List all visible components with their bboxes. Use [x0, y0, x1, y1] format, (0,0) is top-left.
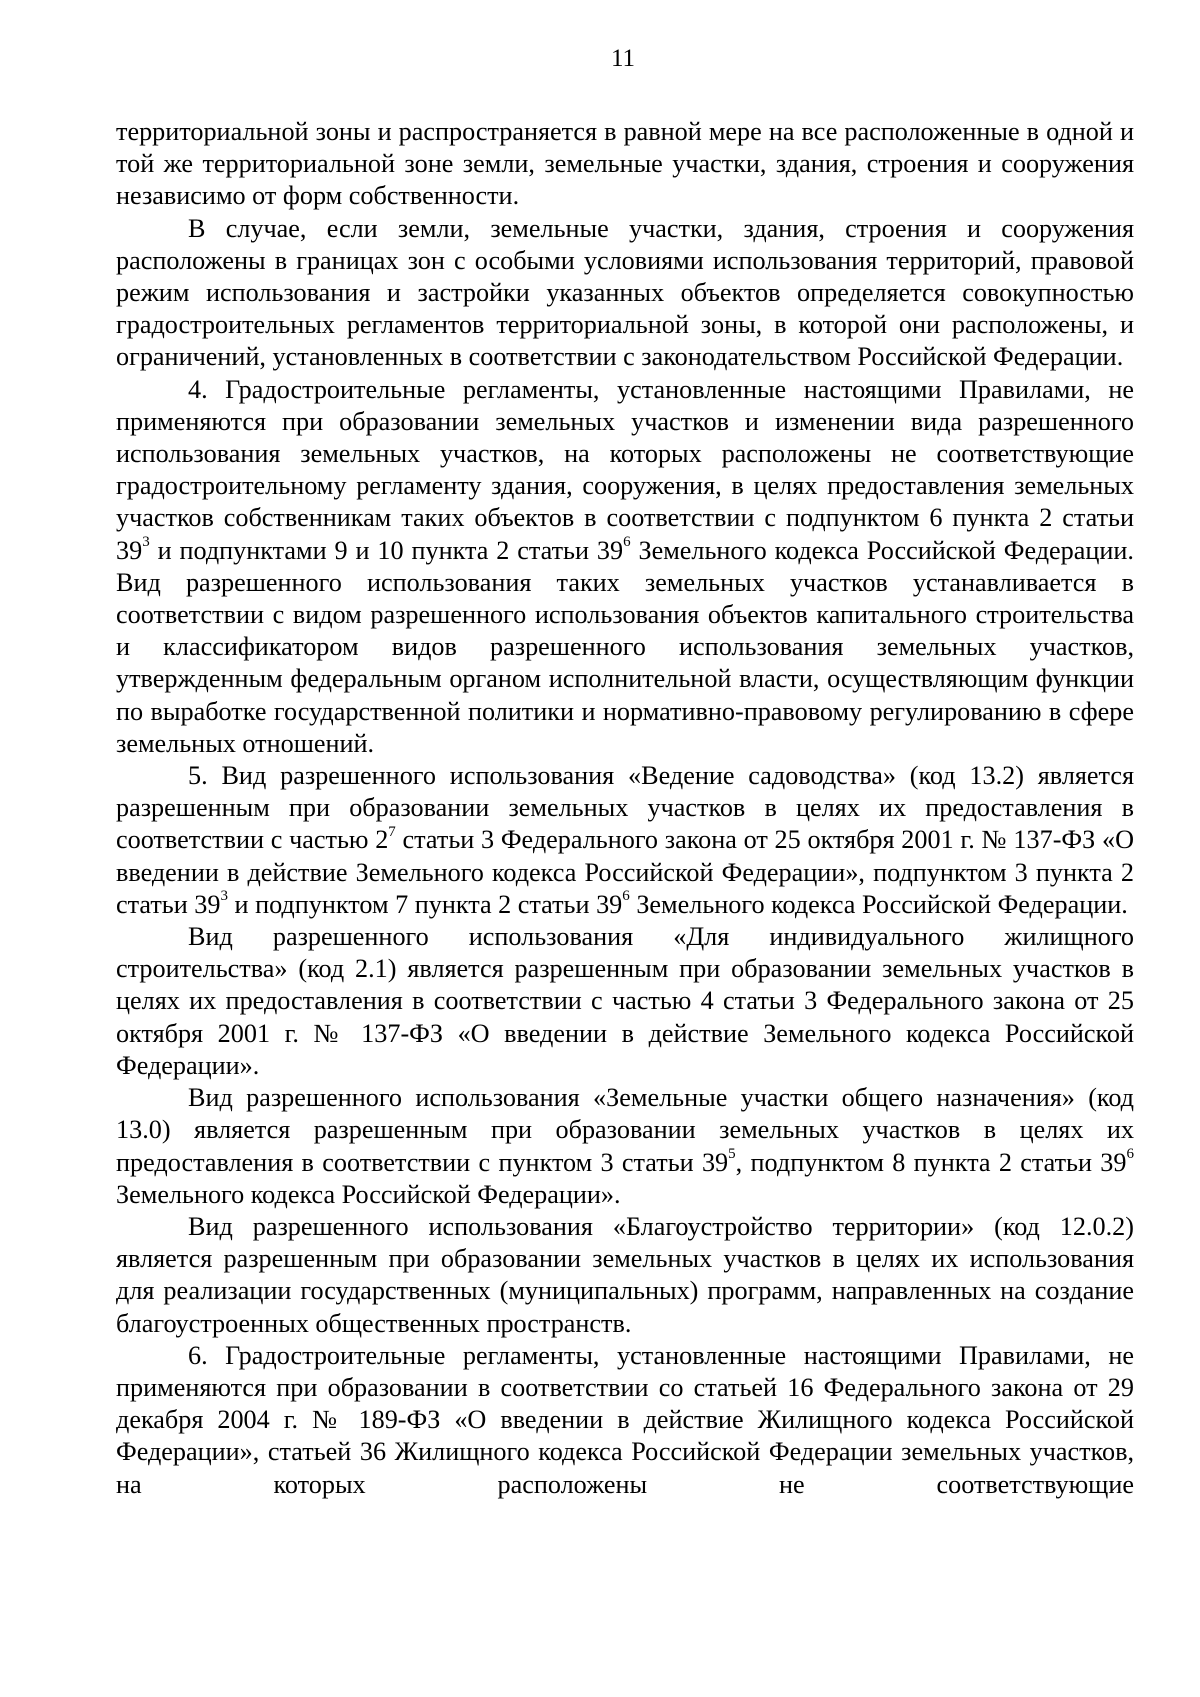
document-body	[116, 116, 1134, 1501]
text-run: и подпунктами 9 и 10 пункта 2 статьи 39	[149, 535, 624, 565]
paragraph-item-5	[116, 760, 1134, 921]
paragraph-izhs	[116, 921, 1134, 1082]
text-run: , подпунктом 8 пункта 2 статьи 39	[735, 1147, 1127, 1177]
superscript-index: 3	[142, 533, 150, 550]
text-run: 6. Градостроительные регламенты, установленные настоящими Правилами, не применяются при образовании в соответствии со статьей 16 Федерального закона от 29 декабря 2004 г. № 189-ФЗ «О введении в действие Жилищного кодекса Российской Федерации», статьей 36 Жилищного кодекса Российской Федерации земельных участков, на которых расположены не соответствующие	[116, 1340, 1134, 1499]
paragraph-special-zones	[116, 213, 1134, 374]
superscript-index: 3	[220, 888, 228, 905]
superscript-index: 5	[728, 1145, 736, 1162]
text-run: Вид разрешенного использования «Благоустройство территории» (код 12.0.2) является разрешенным при образовании земельных участков в целях их использования для реализации государственных (муниципальных) программ, направленных на создание благоустроенных общественных пространств.	[116, 1211, 1134, 1338]
text-run: 4. Градостроительные регламенты, установленные настоящими Правилами, не применяются при образовании земельных участков и изменении вида разрешенного использования земельных участков, на которых расположены не соответствующие градостроительному регламенту здания, сооружения, в целях предоставления земельных участков собственникам таких объектов в соответствии с подпунктом 6 пункта 2 статьи 39	[116, 374, 1134, 565]
text-run: Вид разрешенного использования «Земельные участки общего назначения» (код 13.0) является разрешенным при образовании земельных участков в целях их предоставления в соответствии с пунктом 3 статьи 39	[116, 1083, 1134, 1177]
text-run: Вид разрешенного использования «Для индивидуального жилищного строительства» (код 2.1) является разрешенным при образовании земельных участков в целях их предоставления в соответствии с частью 4 статьи 3 Федерального закона от 25 октября 2001 г. № 137-ФЗ «О введении в действие Земельного кодекса Российской Федерации».	[116, 922, 1134, 1080]
text-run: Земельного кодекса Российской Федерации.	[629, 889, 1128, 919]
text-run: статьи 3 Федерального закона от 25 октября 2001 г. № 137-ФЗ «О введении в действие Земельного кодекса Российской Федерации», подпунктом 3 пункта 2 статьи 39	[116, 825, 1134, 919]
paragraph-continued	[116, 116, 1134, 213]
superscript-index: 7	[388, 823, 396, 840]
text-run: территориальной зоны и распространяется в равной мере на все расположенные в одной и той же территориальной зоне земли, земельные участки, здания, строения и сооружения независимо от форм собственности.	[116, 117, 1134, 211]
paragraph-item-4	[116, 374, 1134, 760]
text-run: В случае, если земли, земельные участки, здания, строения и сооружения расположены в границах зон с особыми условиями использования территорий, правовой режим использования и застройки указанных объектов определяется совокупностью градостроительных регламентов территориальной зоны, в которой они расположены, и ограничений, установленных в соответствии с законодательством Российской Федерации.	[116, 213, 1134, 372]
text-run: 5. Вид разрешенного использования «Ведение садоводства» (код 13.2) является разрешенным при образовании земельных участков в целях их предоставления в соответствии с частью 2	[116, 761, 1134, 855]
paragraph-landscaping	[116, 1211, 1134, 1340]
text-run: и подпунктом 7 пункта 2 статьи 39	[227, 889, 623, 919]
superscript-index: 6	[622, 888, 630, 905]
superscript-index: 6	[623, 533, 631, 550]
paragraph-general-use	[116, 1082, 1134, 1211]
page-number: 11	[610, 45, 636, 72]
text-run: Земельного кодекса Российской Федерации. Вид разрешенного использования таких земельных участков устанавливается в соответствии с видом разрешенного использования объектов капитального строительства и классификатором видов разрешенного использования земельных участков, утвержденным федеральным органом исполнительной власти, осуществляющим функции по выработке государственной политики и нормативно-правовому регулированию в сфере земельных отношений.	[116, 535, 1134, 758]
text-run: Земельного кодекса Российской Федерации».	[116, 1179, 621, 1209]
superscript-index: 6	[1126, 1145, 1134, 1162]
paragraph-item-6	[116, 1340, 1134, 1501]
